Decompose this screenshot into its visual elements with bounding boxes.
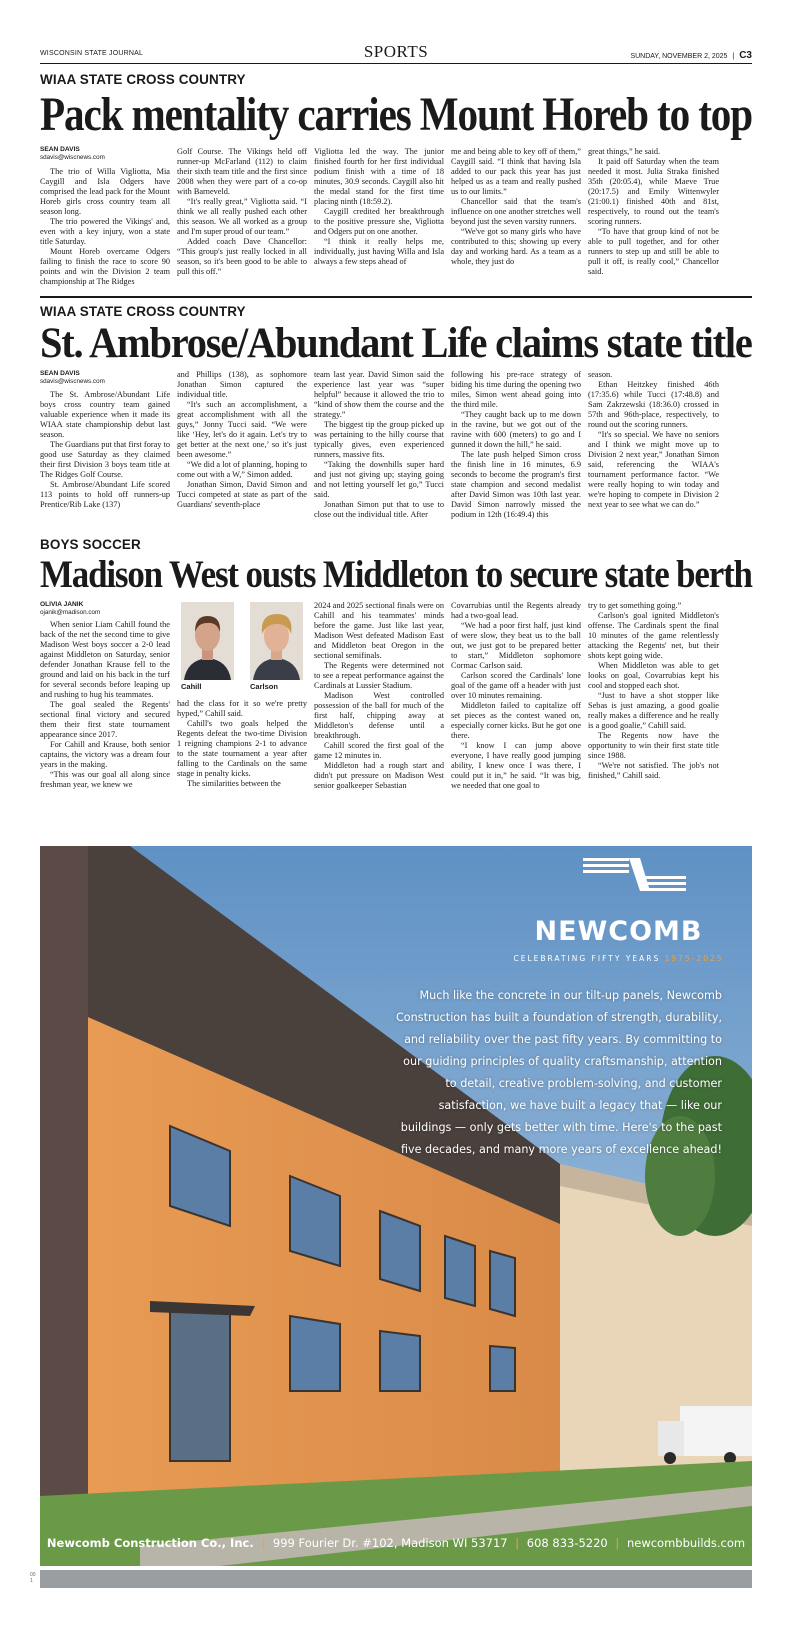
story1-col-2-paragraph: Added coach Dave Chancellor: “This group's just really locked in all season, so it's been good to be able to pull this off.” — [177, 237, 307, 276]
story3-col-4-paragraph: “I know I can jump above everyone, I have really good jumping ability, I knew once I was there, I could put it in,” he said. “It was big, we needed that one goal to — [451, 741, 581, 790]
story2-byline-email: sdavis@wiscnews.com — [40, 378, 105, 385]
story1-col-1 — [40, 167, 170, 292]
story3-col-1-paragraph: “This was our goal all along since freshman year, we knew we — [40, 770, 170, 789]
story3-headline: Madison West ousts Middleton to secure state berth — [40, 553, 752, 596]
folio-date: SUNDAY, NOVEMBER 2, 2025 — [630, 53, 728, 60]
ad-footer-address: 999 Fourier Dr. #102, Madison WI 53717 — [272, 1536, 508, 1550]
newcomb-ad[interactable] — [40, 846, 752, 1566]
story2-col-2-paragraph: “We did a lot of planning, hoping to come out with a W,” Simon added. — [177, 460, 307, 479]
story3-col-5-paragraph: Carlson's goal ignited Middleton's offense. The Cardinals spent the final 10 minutes of the game relentlessly attacking the Regents' net, but their shots kept going wide. — [588, 611, 719, 660]
folio-rule — [40, 63, 752, 64]
folio-date-page — [630, 50, 752, 61]
story1-col-5 — [588, 147, 719, 292]
page-mark — [30, 1572, 36, 1584]
story1-headline: Pack mentality carries Mount Horeb to top — [40, 88, 752, 141]
story1-byline-name: SEAN DAVIS — [40, 146, 80, 153]
story3-col-3-paragraph: The Regents were determined not to see a repeat performance against the Cardinals at Lussier Stadium. — [314, 661, 444, 690]
story3-col-5 — [588, 601, 719, 840]
story3-col-4-paragraph: Covarrubias until the Regents already had a two-goal lead. — [451, 601, 581, 620]
story3-col-3 — [314, 601, 444, 840]
story2-col-3-paragraph: The biggest tip the group picked up was pertaining to the hilly course that typically gives, even experienced runners, massive fits. — [314, 420, 444, 459]
story3-col-2 — [177, 699, 307, 840]
story1-col-5-paragraph: great things,” he said. — [588, 147, 661, 156]
story2-col-4-paragraph: The late push helped Simon cross the finish line in 16 minutes, 6.9 seconds to become the program's first state champion and second medalist after David Simon was 10th last year. David Simon narrowly missed the podium in 12th (16:49.4) this — [451, 450, 581, 519]
ad-tagline-years: 1975-2025 — [664, 954, 724, 963]
story2-byline-name: SEAN DAVIS — [40, 370, 80, 377]
ad-footer-url[interactable]: newcombbuilds.com — [626, 1536, 746, 1550]
story3-col-5-paragraph: try to get something going.” — [588, 601, 682, 610]
story2-byline — [40, 370, 170, 386]
ad-body-copy: Much like the concrete in our tilt-up panels, Newcomb Construction has built a foundation of strength, durability, and reliability over the past fifty years. By committing to our guiding principles of quality craftsmanship, attention to detail, creative problem-solving, and customer satisfaction, we have built a legacy that — like our buildings — only gets better with time. Here's to the past five decades, and many more years of excellence ahead! — [396, 989, 722, 1156]
story2-col-5 — [588, 370, 719, 530]
ad-tagline-prefix: CELEBRATING FIFTY YEARS — [513, 954, 661, 963]
story3-byline-email: ojanik@madison.com — [40, 609, 101, 616]
story1-col-3-paragraph: Vigliotta led the way. The junior finished fourth for her first individual podium finish with a time of 18 minutes, 30.9 seconds. Caygill also hit the medal stand for the first time placing ninth (18:59.2). — [314, 147, 444, 206]
story1-byline-email: sdavis@wiscnews.com — [40, 154, 105, 161]
story2-col-2-paragraph: “It's such an accomplishment, a great accomplishment with all the guys,” Jonny Tucci said. “We were like ‘Hey, let's do it again. Let's try to get better at the next one,’ so it's just been awesome.” — [177, 400, 307, 459]
story2-col-3-paragraph: “Taking the downhills super hard and just not giving up; staying going and not letting yourself let go,” Tucci said. — [314, 460, 444, 499]
story3-col-4-paragraph: Middleton failed to capitalize off set pieces as the contest waned on, especially corner kicks. But he got one there. — [451, 701, 581, 740]
story3-col-5-paragraph: The Regents now have the opportunity to win their first state title since 1988. — [588, 731, 719, 760]
story3-col-4 — [451, 601, 581, 840]
folio-separator: | — [732, 53, 735, 60]
page-mark-bottom: 1 — [30, 1578, 33, 1584]
cahill-caption: Cahill — [181, 682, 202, 691]
story3-byline-name: OLIVIA JANIK — [40, 601, 84, 608]
story2-col-2-paragraph: Jonathan Simon, David Simon and Tucci competed at state as part of the Guardians' seventh-place — [177, 480, 307, 509]
page-mark-top: 00 — [30, 1572, 36, 1578]
paper-name: WISCONSIN STATE JOURNAL — [40, 50, 144, 57]
story1-col-2-paragraph: Golf Course. The Vikings held off runner-up McFarland (112) to claim their sixth team title and the first since 2008 when they were part of a co-op with Barneveld. — [177, 147, 307, 196]
story3-col-2-paragraph: had the class for it so we're pretty hyped,” Cahill said. — [177, 699, 307, 718]
story3-col-2-paragraph: The similarities between the — [187, 779, 281, 788]
story3-col-4-paragraph: “We had a poor first half, just kind of were slow, they beat us to the ball out, we just got to be prepared better to start,” Middleton sophomore Cormac Carlson said. — [451, 621, 581, 670]
story1-col-3 — [314, 147, 444, 292]
story1-col-1-paragraph: The trio powered the Vikings' and, even with a key injury, won a state title Saturday. — [40, 217, 170, 246]
ad-footer-company: Newcomb Construction Co., Inc. — [46, 1536, 254, 1550]
ad-tagline — [506, 954, 731, 963]
story1-byline — [40, 146, 170, 162]
story2-col-3 — [314, 370, 444, 530]
story1-col-4-paragraph: Chancellor said that the team's influence on one another stretches well beyond just the seven varsity runners. — [451, 197, 581, 226]
story3-col-3-paragraph: Cahill scored the first goal of the game 12 minutes in. — [314, 741, 444, 760]
ad-footer-sep-3: | — [615, 1536, 620, 1550]
story1-kicker: WIAA STATE CROSS COUNTRY — [40, 72, 246, 87]
carlson-photo — [250, 602, 303, 680]
story3-kicker: BOYS SOCCER — [40, 537, 141, 552]
story1-col-5-paragraph: “To have that group kind of not be able to pull together, and for other runners to step up and still be able to pull it off, is really cool,” Chancellor said. — [588, 227, 719, 276]
story3-col-5-paragraph: “Just to have a shot stopper like Sebas is just amazing, a good goalie really makes a difference and he really is a good goalie,” Cahill said. — [588, 691, 719, 730]
story3-col-5-paragraph: “We're not satisfied. The job's not finished,” Cahill said. — [588, 761, 719, 780]
story1-col-1-paragraph: The trio of Willa Vigliotta, Mia Caygill and Isla Odgers have comprised the lead pack for the Mount Horeb girls cross country team all season long. — [40, 167, 170, 216]
story3-col-1-paragraph: The goal sealed the Regents' sectional final victory and secured them their first state tournament appearance since 2017. — [40, 700, 170, 739]
story1-col-1-paragraph: Mount Horeb overcame Odgers failing to finish the race to score 90 points and win the Division 2 team championship at The Ridges — [40, 247, 170, 286]
story3-col-1 — [40, 620, 170, 840]
ad-footer-sep-1: | — [261, 1536, 266, 1550]
cahill-photo — [181, 602, 234, 680]
story2-col-1-paragraph: The St. Ambrose/Abundant Life boys cross country team gained valuable experience when it made its WIAA state championship debut last season. — [40, 390, 170, 439]
story3-byline — [40, 601, 170, 617]
story1-col-5-paragraph: It paid off Saturday when the team needed it most. Julia Straka finished 35th (20:05.4), while Maeve True (20:17.5) and Emily Wittenwyler (21:00.1) finished 40th and 81st, respectively, to round out the team's scoring runners. — [588, 157, 719, 226]
story2-col-4 — [451, 370, 581, 530]
story1-col-4-paragraph: me and being able to key off of them,” Caygill said. “I think that having Isla added to our pack this year has just helped us as a team and really pushed us to our limits.” — [451, 147, 581, 196]
story2-col-5-paragraph: season. — [588, 370, 613, 379]
story2-col-5-paragraph: “It's so special. We have no seniors and I think we might move up to Division 2 next year,” Jonathan Simon said, referencing the WIAA's tournament performance factor. “We were really hoping to win today and we're hoping to compete in Division 2 next year to see what we can do.” — [588, 430, 719, 509]
story1-col-2 — [177, 147, 307, 292]
story1-col-4 — [451, 147, 581, 292]
story3-col-1-paragraph: When senior Liam Cahill found the back of the net the second time to give Madison West boys soccer a 2-0 lead against Middleton on Saturday, senior defender Jonathan Krause fell to the ground and laid on his back in the turf for several seconds before leaping up and rushing to hug his teammates. — [40, 620, 170, 699]
story1-col-4-paragraph: “We've got so many girls who have contributed to this; showing up every day and working hard. As a team as a whole, they just do — [451, 227, 581, 266]
story3-col-1-paragraph: For Cahill and Krause, both senior captains, the victory was a dream four years in the making. — [40, 740, 170, 769]
ad-footer-sep-2: | — [515, 1536, 520, 1550]
story1-col-3-paragraph: Caygill credited her breakthrough to the positive pressure she, Vigliotta and Odgers put on one another. — [314, 207, 444, 236]
story2-col-1-paragraph: The Guardians put that first foray to good use Saturday as they claimed their first Division 3 boys team title at The Ridges Golf Course. — [40, 440, 170, 479]
ad-brand-logo: NEWCOMB — [534, 916, 703, 947]
story3-col-3-paragraph: Middleton had a rough start and didn't put pressure on Madison West senior goalkeeper Sebastian — [314, 761, 444, 790]
story2-col-2 — [177, 370, 307, 530]
story2-col-4-paragraph: following his pre-race strategy of biding his time during the opening two miles, Simon went ahead going into the third mile. — [451, 370, 581, 409]
ad-footer — [40, 1536, 752, 1550]
story3-col-3-paragraph: Madison West controlled possession of the ball for much of the first half, chipping away at Middleton's defense until a breakthrough. — [314, 691, 444, 740]
section-title: SPORTS — [363, 42, 429, 61]
story1-rule — [40, 296, 752, 298]
carlson-caption: Carlson — [250, 682, 278, 691]
story2-col-3-paragraph: Jonathan Simon put that to use to close out the individual title. After — [314, 500, 444, 519]
story3-col-5-paragraph: When Middleton was able to get looks on goal, Covarrubias kept his cool and stopped each shot. — [588, 661, 719, 690]
bottom-strip — [40, 1570, 752, 1588]
story2-col-5-paragraph: Ethan Heitzkey finished 46th (17:35.6) while Tucci (17:48.8) and Sam Zakrzewski (18:36.0) crossed in 57th and 96th-place, respectively, to round out the scoring runners. — [588, 380, 719, 429]
story3-col-3-paragraph: 2024 and 2025 sectional finals were on Cahill and his teammates' minds before the game. Just like last year, Madison West defeated Madison East and Middleton beat Oregon in the sectional semifinals. — [314, 601, 444, 660]
story2-col-1-paragraph: St. Ambrose/Abundant Life scored 113 points to hold off runners-up Prentice/Rib Lake (137) — [40, 480, 170, 509]
story3-col-4-paragraph: Carlson scored the Cardinals' lone goal of the game off a header with just over 10 minutes remaining. — [451, 671, 581, 700]
page-number: C3 — [739, 50, 752, 61]
story3-col-2-paragraph: Cahill's two goals helped the Regents defeat the two-time Division 1 reigning champions 2-1 to advance to the state tournament a year after falling to the Cardinals on the same stage in penalty kicks. — [177, 719, 307, 778]
ad-footer-phone: 608 833-5220 — [526, 1536, 608, 1550]
story2-col-2-paragraph: and Phillips (138), as sophomore Jonathan Simon captured the individual title. — [177, 370, 307, 399]
story2-headline: St. Ambrose/Abundant Life claims state title — [40, 320, 752, 367]
story2-col-1 — [40, 390, 170, 530]
story1-col-2-paragraph: “It's really great,” Vigliotta said. “I think we all really pushed each other this season. We all worked as a group and I'm super proud of our team.” — [177, 197, 307, 236]
story2-kicker: WIAA STATE CROSS COUNTRY — [40, 304, 246, 319]
story2-col-3-paragraph: team last year. David Simon said the experience last year was “super helpful” because it allowed the trio to “kind of show them the course and the strategy.” — [314, 370, 444, 419]
story1-col-3-paragraph: “I think it really helps me, individually, just having Willa and Isla always a few steps ahead of — [314, 237, 444, 266]
story2-col-4-paragraph: “They caught back up to me down in the ravine, but we got out of the ravine with 600 (meters) to go and I gunned it down the hill,” he said. — [451, 410, 581, 449]
